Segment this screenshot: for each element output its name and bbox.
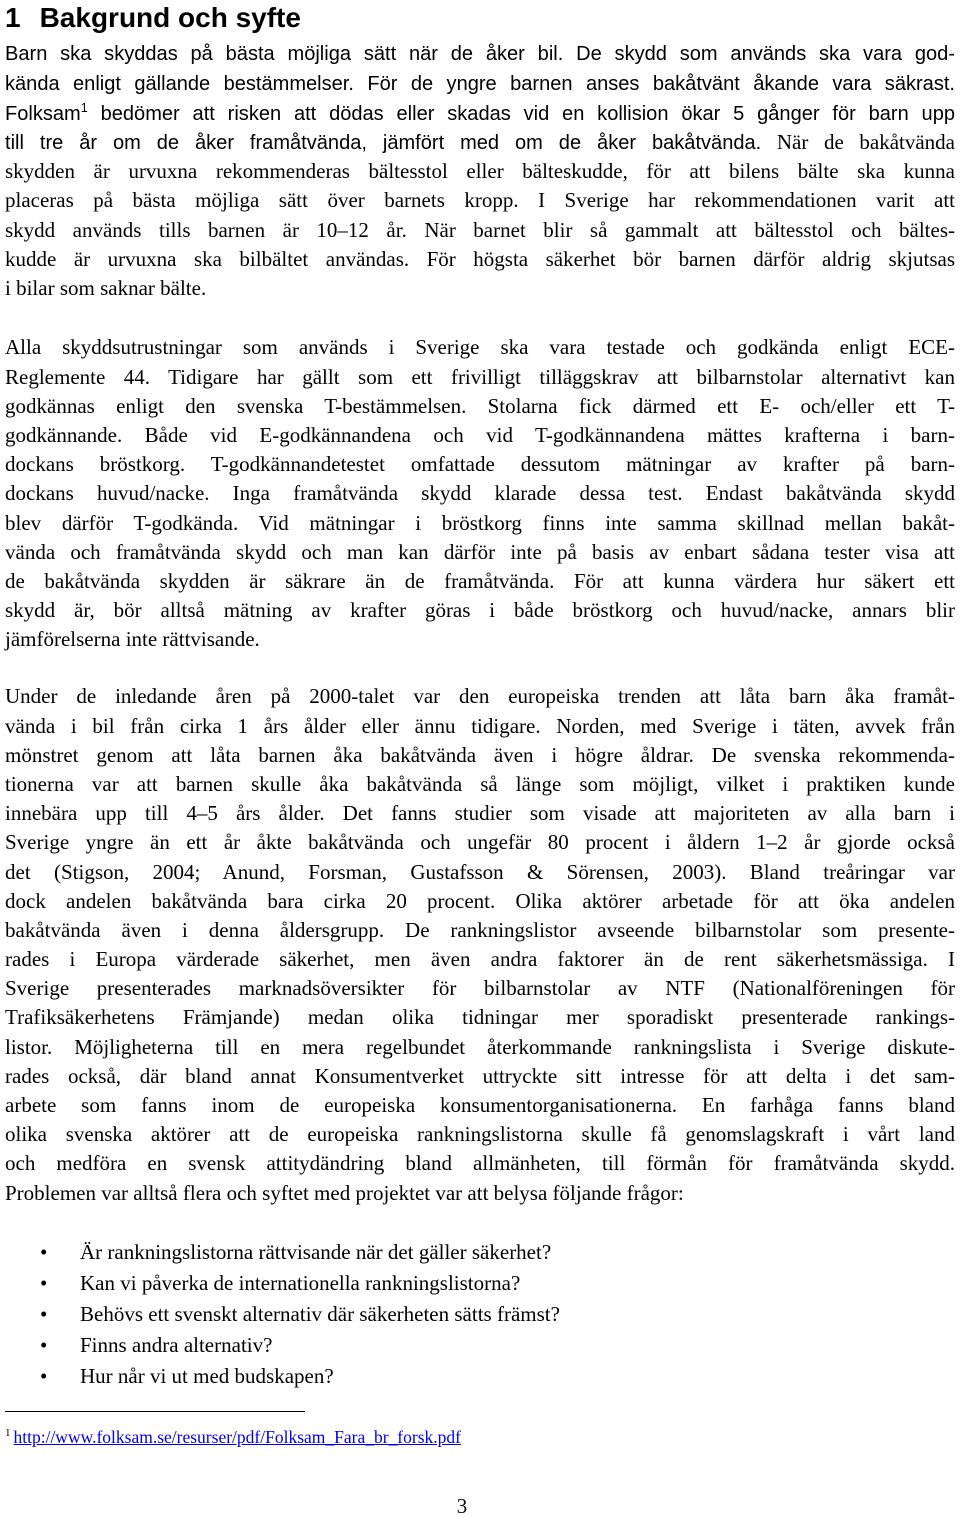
question-item [0,1268,700,1299]
text-line: Sverige yngre än ett år åkte bakåtvända och ungefär 80 procent i åldern 1–2 år gjorde också [5,830,955,855]
footnote-reference: 1 [80,100,88,115]
text-segment: bedömer att risken att dödas eller skadas vid en kollision ökar 5 gånger för barn upp [87,102,955,125]
text-line: Trafiksäkerhetens Främjande) medan olika tidningar mer sporadiskt presenterade rankings- [5,1005,955,1030]
section-heading [5,0,301,36]
text-line: olika svenska aktörer att de europeiska rankningslistorna skulle få genomslagskraft i vårt land [5,1122,955,1147]
text-line: Reglemente 44. Tidigare har gällt som ett frivilligt tilläggskrav att bilbarnstolar alternativt kan [5,364,955,389]
text-line: dockans bröstkorg. T-godkännandetestet omfattade dessutom mätningar av krafter på barn- [5,452,955,477]
question-item [0,1299,700,1330]
question-text: Hur når vi ut med budskapen? [80,1363,334,1388]
section-number: 1 [5,2,21,33]
text-line: skydd är, bör alltså mätning av krafter göras i både bröstkorg och huvud/nacke, annars blir [5,598,955,623]
text-line: skydden är urvuxna rekommenderas bältesstol eller bälteskudde, för att bilens bälte ska kunna [5,159,955,184]
text-segment: Folksam [5,102,81,125]
text-line: arbete som fanns inom de europeiska konsumentorganisationerna. En farhåga fanns bland [5,1093,955,1118]
bullet-icon: • [40,1332,48,1357]
footnote-separator [5,1411,305,1412]
question-text: Behövs ett svenskt alternativ där säkerheten sätts främst? [80,1301,560,1326]
text-line: dock andelen bakåtvända bara cirka 20 procent. Olika aktörer arbetade för att öka andelen [5,888,955,913]
paragraph-intro [5,40,955,303]
paragraph-background [5,682,955,1207]
bullet-icon: • [40,1301,48,1326]
text-line: placeras på bästa möjliga sätt över barnets kropp. I Sverige har rekommendationen varit att [5,188,955,213]
text-line: Sverige presenterades marknadsöversikter för bilbarnstolar av NTF (Nationalföreningen för [5,976,955,1001]
question-list [0,1237,700,1392]
footnote-number: 1 [5,1427,11,1439]
bullet-icon: • [40,1363,48,1388]
question-text: Kan vi påverka de internationella rankningslistorna? [80,1270,521,1295]
text-line: Barn ska skyddas på bästa möjliga sätt när de åker bil. De skydd som används ska vara god- [5,43,955,66]
text-line: vända och framåtvända skydd och man kan därför inte på basis av enbart sådana tester visa att [5,539,955,564]
bullet-icon: • [40,1239,48,1264]
question-item [0,1361,700,1392]
text-line: jämförelserna inte rättvisande. [5,627,260,652]
paragraph-regulations [5,333,955,654]
text-line: innebära upp till 4–5 års ålder. Det fanns studier som visade att majoriteten av alla barn i [5,801,955,826]
footnote-link[interactable]: http://www.folksam.se/resurser/pdf/Folksam_Fara_br_forsk.pdf [13,1427,461,1447]
footnote [5,1424,461,1450]
text-line: Under de inledande åren på 2000-talet var den europeiska trenden att låta barn åka framåt- [5,684,955,709]
text-segment: När de bakåtvända [761,129,955,154]
text-line: de bakåtvända skydden är säkrare än de framåtvända. För att kunna värdera hur säkert ett [5,568,955,593]
text-line: kända enligt gällande bestämmelser. För de yngre barnen anses bakåtvänt åkande vara säkrast. [5,72,955,95]
text-line: rades i Europa värderade säkerhet, men även andra faktorer än de rent säkerhetsmässiga. I [5,947,955,972]
text-line: Alla skyddsutrustningar som används i Sverige ska vara testade och godkända enligt ECE- [5,335,955,360]
question-text: Är rankningslistorna rättvisande när det gäller säkerhet? [80,1239,552,1264]
text-line: det (Stigson, 2004; Anund, Forsman, Gustafsson & Sörensen, 2003). Bland treåringar var [5,859,955,884]
text-line: mönstret genom att låta barnen åka bakåtvända även i högre åldrar. De svenska rekommenda- [5,742,955,767]
text-line: godkännas enligt den svenska T-bestämmelsen. Stolarna fick därmed ett E- och/eller ett T- [5,393,955,418]
text-segment: till tre år om de åker framåtvända, jämfört med om de åker bakåtvända. [5,131,762,154]
text-line: dockans huvud/nacke. Inga framåtvända skydd klarade dessa test. Endast bakåtvända skydd [5,481,955,506]
text-line: i bilar som saknar bälte. [5,275,207,300]
text-line: vända i bil från cirka 1 års ålder eller ännu tidigare. Norden, med Sverige i täten, avvek från [5,713,955,738]
page-number: 3 [456,1494,468,1518]
question-item [0,1330,700,1361]
question-item [0,1237,700,1268]
text-line: rades också, där bland annat Konsumentverket uttryckte sitt intresse för att delta i det sam- [5,1063,955,1088]
text-line: och medföra en svensk attitydändring bland allmänheten, till förmån för framåtvända skydd. [5,1151,955,1176]
text-line [5,99,955,128]
section-title: Bakgrund och syfte [39,2,301,33]
question-text: Finns andra alternativ? [80,1332,273,1357]
text-line [5,128,955,157]
text-line: godkännande. Både vid E-godkännandena och vid T-godkännandena mättes krafterna i barn- [5,422,955,447]
text-line: Problemen var alltså flera och syftet med projektet var att belysa följande frågor: [5,1180,684,1205]
text-line: bakåtvända även i denna åldersgrupp. De rankningslistor avseende bilbarnstolar som presente- [5,917,955,942]
text-line: tionerna var att barnen skulle åka bakåtvända så länge som möjligt, vilket i praktiken kunde [5,771,955,796]
text-line: kudde är urvuxna ska bilbältet användas. För högsta säkerhet bör barnen därför aldrig skjutsas [5,246,955,271]
bullet-icon: • [40,1270,48,1295]
text-line: listor. Möjligheterna till en mera regelbundet återkommande rankningslista i Sverige diskute- [5,1034,955,1059]
text-line: skydd används tills barnen är 10–12 år. När barnet blir så gammalt att bältesstol och bältes- [5,217,955,242]
text-line: blev därför T-godkända. Vid mätningar i bröstkorg finns inte samma skillnad mellan bakåt- [5,510,955,535]
